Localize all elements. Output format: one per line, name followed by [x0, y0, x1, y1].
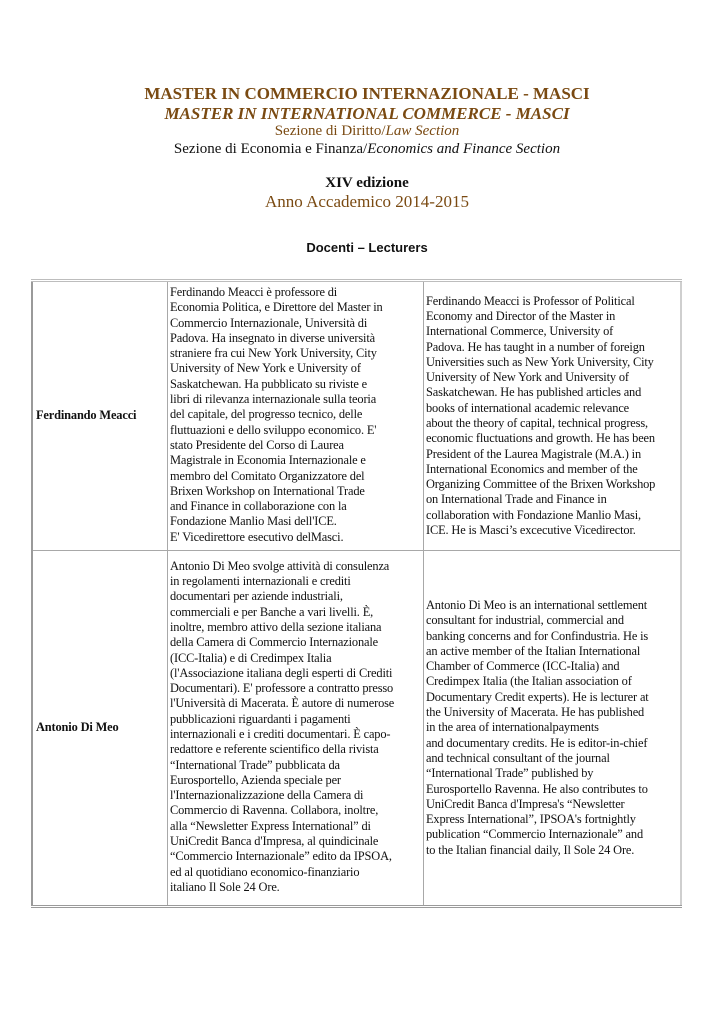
bio-line: internazionali e i crediti documentari. È capo-	[170, 727, 391, 741]
bio-line: della Camera di Commercio Internazionale	[170, 635, 378, 650]
bio-line: (ICC-Italia) e di Credimpex Italia	[170, 650, 332, 665]
lecturers-table	[31, 279, 682, 908]
lecturer-row	[32, 551, 681, 907]
bio-line: l'Università di Macerata. È autore di numerose	[170, 696, 395, 711]
bio-line: membro del Comitato Organizzatore del	[170, 468, 365, 483]
document-header	[0, 84, 724, 158]
title-english: MASTER IN INTERNATIONAL COMMERCE - MASCI	[164, 104, 570, 123]
lecturer-row	[32, 281, 681, 551]
bio-line: E' Vicedirettore esecutivo delMasci.	[170, 529, 344, 544]
law-section-english: Law Section	[385, 123, 460, 139]
bio-line: Eurosportello Ravenna. He also contributes to	[426, 781, 648, 796]
bio-line: “International Trade” pubblicata da	[170, 757, 340, 772]
bio-line: President of the Laurea Magistrale (M.A.) in	[426, 446, 641, 461]
bio-line: and technical consultant of the journal	[426, 750, 610, 765]
edition-label: XIV edizione	[325, 175, 409, 191]
law-section-line	[0, 123, 724, 140]
bio-line: commerciali e per Banche a vari livelli. È,	[170, 604, 374, 619]
bio-line: Brixen Workshop on International Trade	[170, 483, 365, 498]
bio-line: inoltre, membro attivo della sezione italiana	[170, 619, 382, 634]
bio-line: ICE. He is Masci’s excecutive Vicedirector.	[426, 523, 636, 538]
bio-line: Antonio Di Meo svolge attività di consulenza	[170, 558, 390, 573]
lecturer-name: Antonio Di Meo	[32, 551, 168, 907]
bio-line: Ferdinando Meacci is Professor of Political	[426, 293, 635, 308]
bio-line: Saskatchewan. Ha pubblicato su riviste e	[170, 376, 368, 391]
bio-line: del capitale, del progresso tecnico, delle	[170, 407, 363, 422]
bio-line: International Commerce, University of	[426, 324, 614, 339]
lecturer-bio-english	[424, 551, 682, 907]
bio-line: Documentary Credit experts). He is lecturer at	[426, 689, 649, 704]
bio-line: documentari per aziende industriali,	[170, 589, 343, 604]
bio-line: redattore e referente scientifico della rivista	[170, 742, 379, 757]
bio-line: Chamber of Commerce (ICC-Italia) and	[426, 659, 620, 674]
bio-line: Organizing Committee of the Brixen Workshop	[426, 477, 656, 492]
bio-line: Saskatchewan. He has published articles and	[426, 385, 642, 400]
bio-line: an active member of the Italian International	[426, 643, 641, 658]
bio-line: Documentari). E' professore a contratto presso	[170, 681, 394, 696]
bio-line: Express International”, IPSOA's fortnightly	[426, 812, 636, 827]
bio-line: in the area of internationalpayments	[426, 720, 599, 735]
bio-line: International Economics and member of the	[426, 461, 638, 476]
bio-line: l'Internazionalizzazione della Camera di	[170, 788, 364, 803]
bio-line: Eurosportello, Azienda speciale per	[170, 772, 341, 787]
bio-line: straniere fra cui New York University, City	[170, 346, 377, 361]
economics-section-english: Economics and Finance Section	[367, 141, 561, 157]
lecturer-name: Ferdinando Meacci	[32, 281, 168, 551]
title-italian: MASTER IN COMMERCIO INTERNAZIONALE - MASCI	[144, 84, 590, 103]
lecturer-bio-english	[424, 281, 682, 551]
bio-line: Ferdinando Meacci è professore di	[170, 284, 338, 299]
bio-line: the University of Macerata. He has published	[426, 705, 645, 720]
bio-line: consultant for industrial, commercial and	[426, 613, 624, 628]
bio-line: University of New York and University of	[426, 370, 629, 385]
bio-line: Fondazione Manlio Masi dell'ICE.	[170, 514, 337, 529]
bio-line: “Commercio Internazionale” edito da IPSOA,	[170, 849, 392, 864]
economics-section-line	[0, 140, 724, 158]
bio-line: to the Italian financial daily, Il Sole 24 Ore.	[426, 842, 635, 857]
lecturer-bio-italian	[168, 551, 424, 907]
bio-line: on International Trade and Finance in	[426, 492, 607, 507]
bio-line: Universities such as New York University, City	[426, 354, 654, 369]
bio-line: Padova. He has taught in a number of foreign	[426, 339, 645, 354]
lecturers-heading: Docenti – Lecturers	[306, 240, 428, 255]
bio-line: ed al quotidiano economico-finanziario	[170, 864, 360, 879]
bio-line: Credimpex Italia (the Italian association of	[426, 674, 632, 689]
bio-line: stato Presidente del Corso di Laurea	[170, 437, 344, 452]
bio-line: in regolamenti internazionali e crediti	[170, 574, 351, 589]
bio-line: books of international academic relevance	[426, 400, 630, 415]
bio-line: “International Trade” published by	[426, 766, 594, 781]
bio-line: libri di rilevanza internazionale sulla teoria	[170, 392, 377, 407]
bio-line: economic fluctuations and growth. He has been	[426, 431, 655, 446]
law-section-italian: Sezione di Diritto/	[274, 123, 386, 139]
bio-line: banking concerns and for Confindustria. He is	[426, 628, 649, 643]
bio-line: Magistrale in Economia Internazionale e	[170, 453, 366, 468]
bio-line: and documentary credits. He is editor-in-chief	[426, 735, 648, 750]
bio-line: Economy and Director of the Master in	[426, 308, 616, 323]
bio-line: publication “Commercio Internazionale” and	[426, 827, 643, 842]
bio-line: collaboration with Fondazione Manlio Masi,	[426, 507, 641, 522]
bio-line: fluttuazioni e dello sviluppo economico. E'	[170, 422, 377, 437]
bio-line: Economia Politica, e Direttore del Master in	[170, 300, 383, 315]
lecturer-bio-italian	[168, 281, 424, 551]
edition-block	[0, 174, 724, 212]
bio-line: UniCredit Banca d'Impresa's “Newsletter	[426, 796, 625, 811]
economics-section-italian: Sezione di Economia e Finanza/	[173, 141, 368, 157]
bio-line: Commercio di Ravenna. Collabora, inoltre,	[170, 803, 379, 818]
bio-line: UniCredit Banca d'Impresa, al quindicinale	[170, 834, 379, 849]
bio-line: about the theory of capital, technical progress,	[426, 416, 648, 430]
bio-line: Antonio Di Meo is an international settlement	[426, 597, 648, 612]
academic-year: Anno Accademico 2014-2015	[265, 192, 469, 211]
bio-line: (l'Associazione italiana degli esperti di Crediti	[170, 665, 393, 680]
bio-line: italiano Il Sole 24 Ore.	[170, 879, 280, 894]
bio-line: and Finance in collaborazione con la	[170, 499, 347, 514]
bio-line: pubblicazioni riguardanti i pagamenti	[170, 711, 351, 726]
bio-line: alla “Newsletter Express International” di	[170, 818, 371, 833]
bio-line: University of New York e University of	[170, 361, 361, 376]
bio-line: Padova. Ha insegnato in diverse università	[170, 330, 375, 345]
bio-line: Commercio Internazionale, Università di	[170, 315, 368, 330]
